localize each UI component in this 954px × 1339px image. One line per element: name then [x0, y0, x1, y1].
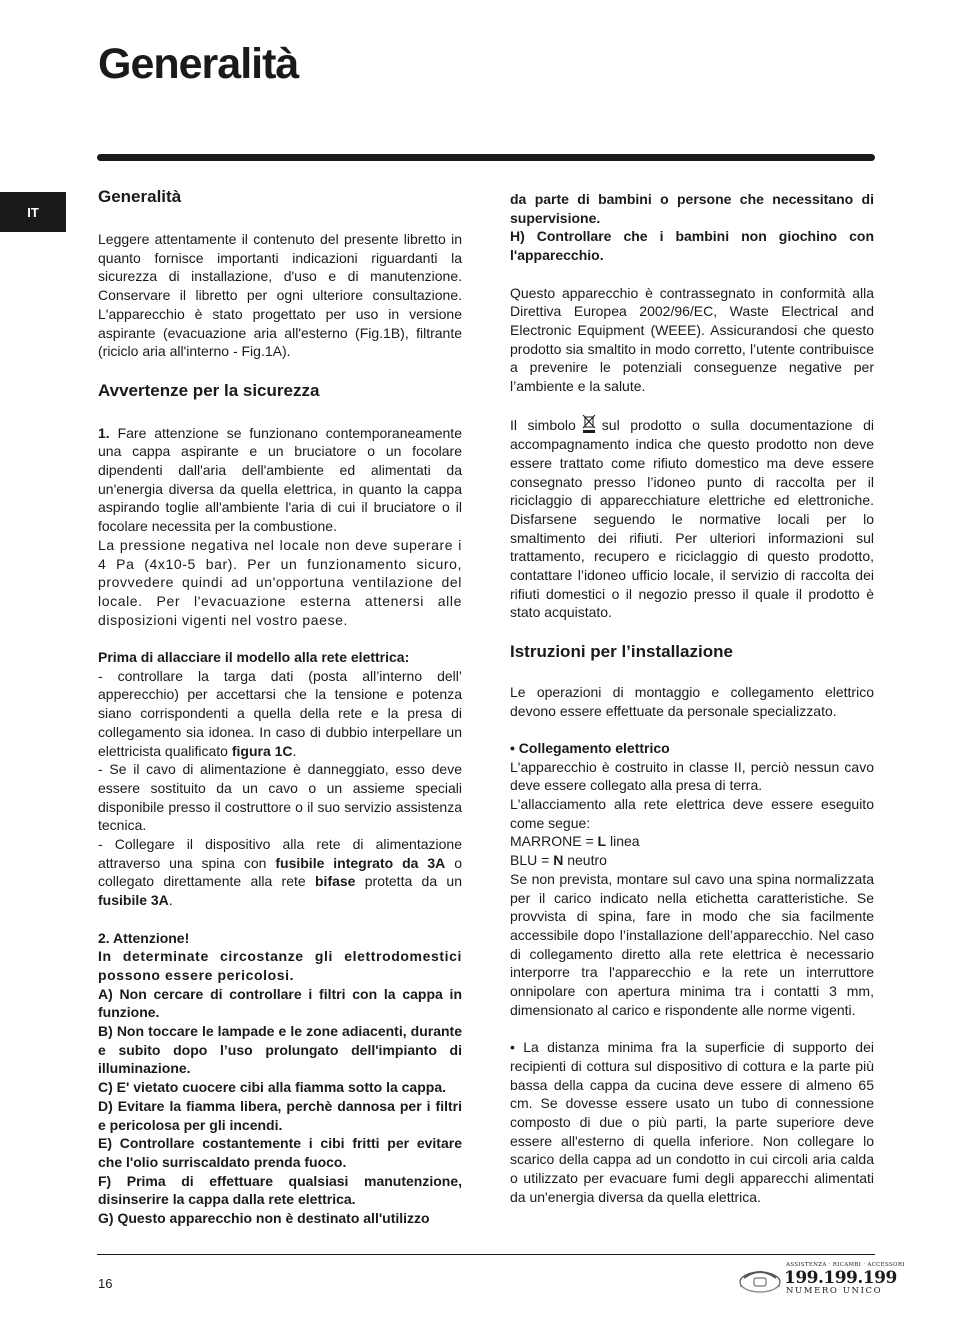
collegare-text-a: - Collegare il dispositivo alla rete di alimentazione attraverso una spina con — [98, 836, 462, 871]
left-column — [98, 186, 462, 1228]
blu-label: BLU = — [510, 852, 554, 869]
title-divider — [97, 154, 875, 161]
marrone-code: L — [597, 833, 607, 850]
paragraph-collegare — [98, 835, 462, 910]
paragraph-classe: L'apparecchio è costruito in classe II, perciò nessun cavo deve essere collegato alla presa di terra. — [510, 758, 874, 794]
paragraph-spina: Se non prevista, montare sul cavo una spina normalizzata per il carico indicato nella etichetta caratteristiche. Se provvista di spina, fare in modo che sia facilmente accessibile dopo l’installazione dell’apparecchio. Nel caso di collegamento diretto alla rete elettrica è necessario interporre tra l'apparecchio e la rete un interruttore onnipolare con apertura minima tra i contatti 3 mm, dimensionato al carico e rispondente alle norme vigenti. — [510, 870, 874, 1018]
collegare-fusibile: fusibile integrato da 3A — [275, 854, 446, 871]
wire-marrone — [510, 832, 874, 851]
service-number-label: NUMERO UNICO — [786, 1286, 883, 1296]
paragraph-distanza: • La distanza minima fra la superficie di supporto dei recipienti di cottura sul dispositivo di cottura e la parte più bassa della cappa da cucina deve essere di almeno 65 cm. Se dovesse essere usato un tubo di connessione composto di due o più parti, la parte superiore deve essere all'esterno di quella inferiore. Non collegare lo scarico della cappa ad un condotto in cui circoli aria calda o utilizzato per evacuare fumi degli apparecchi alimentati da un'energia diversa da quella elettrica. — [510, 1039, 874, 1205]
paragraph-weee: Questo apparecchio è contrassegnato in conformità alla Direttiva Europea 2002/96/EC, Waste Electrical and Electronic Equipment (WEEE). Assicurandosi che questo prodotto sia smaltito in modo corretto, l’utente contribuisce a prevenire le potenziali conseguenze negative per l’ambiente e la salute. — [510, 284, 874, 395]
paragraph-targa — [98, 667, 462, 761]
attenzione-item-g-cont: da parte di bambini o persone che necessitano di supervisione. — [510, 191, 874, 226]
paragraph-pressione: La pressione negativa nel locale non deve superare i 4 Pa (4x10-5 bar). Per un funzionamento sicuro, provvedere quindi ad un'opportuna ventilazione del locale. Per l'evacuazione esterna attenersi alle disposizioni vigenti nel vostro paese. — [98, 536, 462, 628]
collegare-fusibile-3a: fusibile 3A — [98, 892, 169, 909]
right-column — [510, 190, 874, 1206]
collegare-bifase: bifase — [315, 873, 356, 890]
simbolo-text-a: Il simbolo — [510, 417, 576, 434]
paragraph-simbolo — [510, 414, 874, 622]
point-1-number: 1. — [98, 424, 110, 441]
language-tab: IT — [0, 192, 66, 232]
attenzione-title: 2. Attenzione! — [98, 929, 190, 946]
service-logo — [738, 1262, 905, 1298]
marrone-label: MARRONE = — [510, 833, 598, 850]
marrone-desc: linea — [606, 833, 640, 850]
heading-generalita: Generalità — [98, 187, 182, 206]
paragraph-cavo: - Se il cavo di alimentazione è danneggiato, esso deve essere sostituito da un cavo o un assieme speciali disponibile presso il costruttore o il suo servizio assistenza tecnica. — [98, 761, 462, 834]
paragraph-point-1 — [98, 424, 462, 536]
targa-text: - controllare la targa dati (posta all’interno dell’ apperecchio) per accettarsi che la tensione e potenza siano corrispondenti a quella della rete e la presa di collegamento sia idonea. In caso di dubbio interpellare un elettricista qualificato — [98, 667, 462, 759]
attenzione-item-h: H) Controllare che i bambini non giochino con l'apparecchio. — [510, 228, 874, 264]
attenzione-item-d: D) Evitare la fiamma libera, perchè dannosa per i filtri e pericolosa per gli incendi. — [98, 1097, 462, 1133]
paragraph-generalita: Leggere attentamente il contenuto del presente libretto in quanto fornisce importanti indicazioni riguardanti la sicurezza di installazione, d'uso e di manutenzione. Conservare il libretto per ogni ulteriore consultazione. L'apparecchio è stato progettato per uso in versione aspirante (evacuazione aria all'esterno (Fig.1B), filtrante (riciclo aria all'interno - Fig.1A). — [98, 231, 462, 360]
attenzione-item-b: B) Non toccare le lampade e le zone adiacenti, durante e subito dopo l’uso prolungato dell'impianto di illuminazione. — [98, 1023, 462, 1077]
heading-collegamento: • Collegamento elettrico — [510, 739, 670, 756]
telephone-icon — [738, 1264, 782, 1294]
collegare-text-e: protetta da un — [355, 873, 462, 890]
paragraph-allacciamento: L'allacciamento alla rete elettrica deve essere eseguito come segue: — [510, 796, 874, 831]
footer-divider — [97, 1254, 875, 1255]
attenzione-item-a: A) Non cercare di controllare i filtri con la cappa in funzione. — [98, 985, 462, 1021]
heading-istruzioni: Istruzioni per l’installazione — [510, 641, 733, 661]
attenzione-intro: In determinate circostanze gli elettrodomestici possono essere pericolosi. — [98, 948, 462, 983]
blu-desc: neutro — [563, 852, 607, 869]
crossed-bin-icon — [582, 414, 596, 434]
service-tagline: ASSISTENZA · RICAMBI · ACCESSORI — [786, 1262, 905, 1268]
attenzione-item-c: C) E' vietato cuocere cibi alla fiamma sotto la cappa. — [98, 1079, 446, 1096]
paragraph-operazioni: Le operazioni di montaggio e collegamento elettrico devono essere effettuate da personale specializzato. — [510, 683, 874, 719]
collegare-end: . — [168, 892, 173, 909]
page-number: 16 — [98, 1276, 113, 1291]
targa-figure-ref: figura 1C — [231, 742, 293, 759]
attenzione-continued — [510, 190, 874, 265]
attenzione-item-e: E) Controllare costantemente i cibi fritti per evitare che l'olio surriscaldato prenda fuoco. — [98, 1135, 462, 1170]
point-1-text: Fare attenzione se funzionano contemporaneamente una cappa aspirante e un bruciatore o un focolare dipendenti dall'aria dell'ambiente ed alimentati da un'energia diversa da quella elettrica, in quanto la cappa aspirando toglie all'ambiente l'aria di cui il bruciatore o il focolare necessita per la combustione. — [98, 424, 462, 535]
attenzione-item-g: G) Questo apparecchio non è destinato all'utilizzo — [98, 1210, 430, 1227]
page-title: Generalità — [98, 40, 299, 88]
collegare-text-c: o collegato direttamente alla rete — [98, 854, 462, 890]
blu-code: N — [553, 852, 564, 869]
heading-avvertenze: Avvertenze per la sicurezza — [98, 380, 320, 400]
attenzione-block — [98, 929, 462, 1228]
wire-blu — [510, 851, 874, 870]
attenzione-item-f: F) Prima di effettuare qualsiasi manutenzione, disinserire la cappa dalla rete elettrica. — [98, 1172, 462, 1208]
targa-end: . — [292, 742, 297, 759]
heading-prima-allacciare: Prima di allacciare il modello alla rete elettrica: — [98, 649, 410, 666]
simbolo-text-b: sul prodotto o sulla documentazione di accompagnamento indica che questo prodotto non deve essere trattato come rifiuto domestico ma deve essere consegnato presso l’idoneo punto di raccolta per il riciclaggio di apparecchiature elettriche ed elettroniche. Disfarsene seguendo le normative locali per lo smaltimento dei rifiuti. Per ulteriori informazioni sul trattamento, recupero e riciclaggio di questo prodotto, contattare l’idoneo ufficio locale, il servizio di raccolta dei rifiuti domestici o il negozio presso il quale il prodotto è stato acquistato. — [510, 417, 874, 621]
service-phone-number: 199.199.199 — [784, 1268, 897, 1288]
